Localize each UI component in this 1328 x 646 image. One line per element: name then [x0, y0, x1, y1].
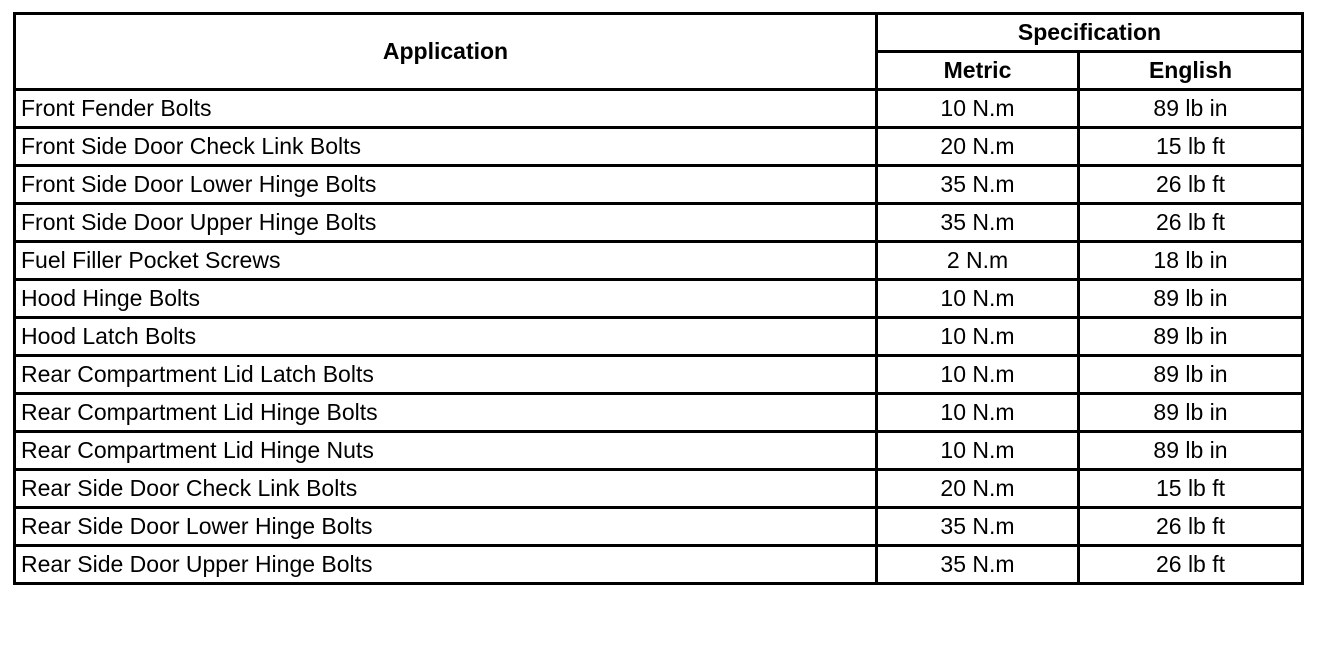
application-cell: Hood Latch Bolts — [15, 318, 877, 356]
application-cell: Rear Side Door Check Link Bolts — [15, 470, 877, 508]
application-cell: Front Side Door Upper Hinge Bolts — [15, 204, 877, 242]
metric-cell: 20 N.m — [877, 128, 1079, 166]
table-body — [15, 90, 1303, 584]
application-cell: Front Fender Bolts — [15, 90, 877, 128]
application-cell: Rear Side Door Upper Hinge Bolts — [15, 546, 877, 584]
table-row — [15, 242, 1303, 280]
metric-cell: 35 N.m — [877, 166, 1079, 204]
torque-specification-table — [13, 12, 1304, 585]
metric-cell: 2 N.m — [877, 242, 1079, 280]
metric-cell: 10 N.m — [877, 394, 1079, 432]
application-cell: Fuel Filler Pocket Screws — [15, 242, 877, 280]
metric-cell: 10 N.m — [877, 90, 1079, 128]
application-cell: Rear Side Door Lower Hinge Bolts — [15, 508, 877, 546]
english-cell: 26 lb ft — [1079, 166, 1303, 204]
english-cell: 89 lb in — [1079, 280, 1303, 318]
metric-cell: 35 N.m — [877, 546, 1079, 584]
table-row — [15, 394, 1303, 432]
table-row — [15, 508, 1303, 546]
metric-cell: 35 N.m — [877, 508, 1079, 546]
metric-cell: 10 N.m — [877, 280, 1079, 318]
metric-header: Metric — [877, 52, 1079, 90]
table-row — [15, 90, 1303, 128]
english-cell: 89 lb in — [1079, 432, 1303, 470]
specification-header: Specification — [877, 14, 1303, 52]
application-cell: Hood Hinge Bolts — [15, 280, 877, 318]
application-cell: Rear Compartment Lid Hinge Nuts — [15, 432, 877, 470]
english-cell: 89 lb in — [1079, 318, 1303, 356]
table-row — [15, 356, 1303, 394]
metric-cell: 10 N.m — [877, 356, 1079, 394]
table-row — [15, 318, 1303, 356]
application-cell: Front Side Door Lower Hinge Bolts — [15, 166, 877, 204]
table-row — [15, 166, 1303, 204]
table-row — [15, 546, 1303, 584]
table-row — [15, 280, 1303, 318]
application-cell: Front Side Door Check Link Bolts — [15, 128, 877, 166]
metric-cell: 10 N.m — [877, 318, 1079, 356]
english-cell: 26 lb ft — [1079, 204, 1303, 242]
metric-cell: 10 N.m — [877, 432, 1079, 470]
english-cell: 15 lb ft — [1079, 128, 1303, 166]
metric-cell: 20 N.m — [877, 470, 1079, 508]
table-header — [15, 14, 1303, 90]
english-cell: 26 lb ft — [1079, 508, 1303, 546]
table-row — [15, 128, 1303, 166]
application-cell: Rear Compartment Lid Hinge Bolts — [15, 394, 877, 432]
english-cell: 26 lb ft — [1079, 546, 1303, 584]
english-cell: 89 lb in — [1079, 356, 1303, 394]
table-row — [15, 204, 1303, 242]
english-cell: 15 lb ft — [1079, 470, 1303, 508]
english-cell: 18 lb in — [1079, 242, 1303, 280]
metric-cell: 35 N.m — [877, 204, 1079, 242]
english-header: English — [1079, 52, 1303, 90]
header-row-top — [15, 14, 1303, 52]
application-header: Application — [15, 14, 877, 90]
table-row — [15, 432, 1303, 470]
english-cell: 89 lb in — [1079, 90, 1303, 128]
english-cell: 89 lb in — [1079, 394, 1303, 432]
table-row — [15, 470, 1303, 508]
application-cell: Rear Compartment Lid Latch Bolts — [15, 356, 877, 394]
